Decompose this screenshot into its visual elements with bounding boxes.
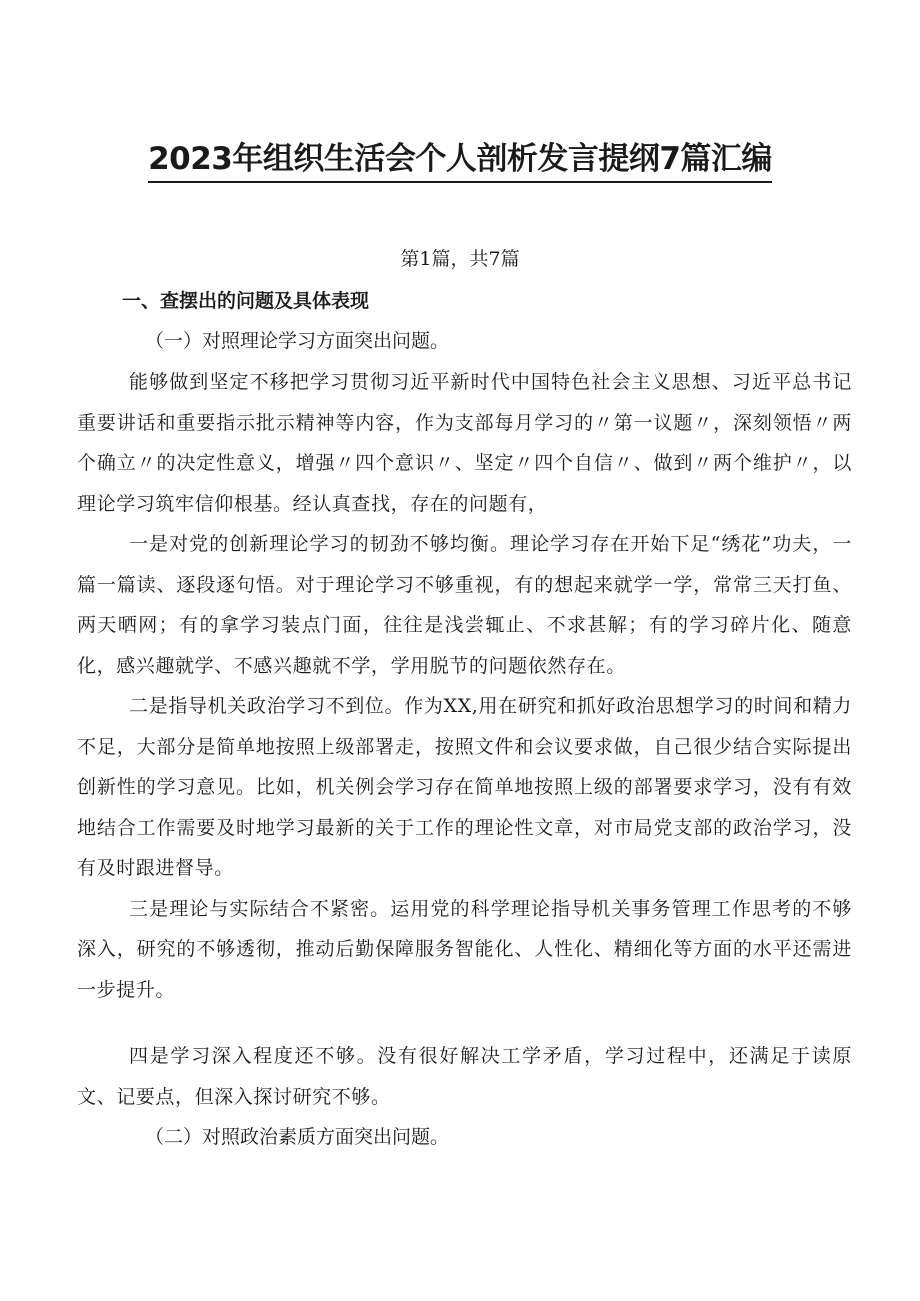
document-title — [0, 134, 920, 184]
paragraph-point-3: 三是理论与实际结合不紧密。运用党的科学理论指导机关事务管理工作思考的不够深入，研究的不够透彻，推动后勤保障服务智能化、人性化、精细化等方面的水平还需进一步提升。 — [77, 897, 852, 1001]
subsection-heading-1: （一）对照理论学习方面突出问题。 — [145, 330, 450, 352]
section-heading: 一、查摆出的问题及具体表现 — [122, 290, 370, 312]
document-body — [77, 286, 852, 1158]
paragraph-gap — [77, 1010, 852, 1036]
paragraph-intro: 能够做到坚定不移把学习贯彻习近平新时代中国特色社会主义思想、习近平总书记重要讲话和重要指示批示精神等内容，作为支部每月学习的〃第一议题〃，深刻领悟〃两个确立〃的决定性意义，增强〃四个意识〃、坚定〃四个自信〃、做到〃两个维护〃，以理论学习筑牢信仰根基。经认真查找，存在的问题有， — [77, 371, 852, 515]
paragraph-point-4: 四是学习深入程度还不够。没有很好解决工学矛盾，学习过程中，还满足于读原文、记要点，但深入探讨研究不够。 — [77, 1045, 852, 1108]
document-title-text: 2023年组织生活会个人剖析发言提纲7篇汇编 — [148, 139, 772, 183]
paragraph-point-1: 一是对党的创新理论学习的韧劲不够均衡。理论学习存在开始下足“绣花”功夫，一篇一篇读、逐段逐句悟。对于理论学习不够重视，有的想起来就学一学，常常三天打鱼、两天晒网；有的拿学习装点门面，往往是浅尝辄止、不求甚解；有的学习碎片化、随意化，感兴趣就学、不感兴趣就不学，学用脱节的问题依然存在。 — [77, 533, 852, 677]
paragraph-point-2: 二是指导机关政治学习不到位。作为XX,用在研究和抓好政治思想学习的时间和精力不足，大部分是简单地按照上级部署走，按照文件和会议要求做，自己很少结合实际提出创新性的学习意见。比如，机关例会学习存在简单地按照上级的部署要求学习，没有有效地结合工作需要及时地学习最新的关于工作的理论性文章，对市局党支部的政治学习，没有及时跟进督导。 — [77, 695, 852, 879]
subsection-heading-2: （二）对照政治素质方面突出问题。 — [145, 1126, 450, 1148]
document-subtitle: 第1篇，共7篇 — [400, 248, 520, 270]
